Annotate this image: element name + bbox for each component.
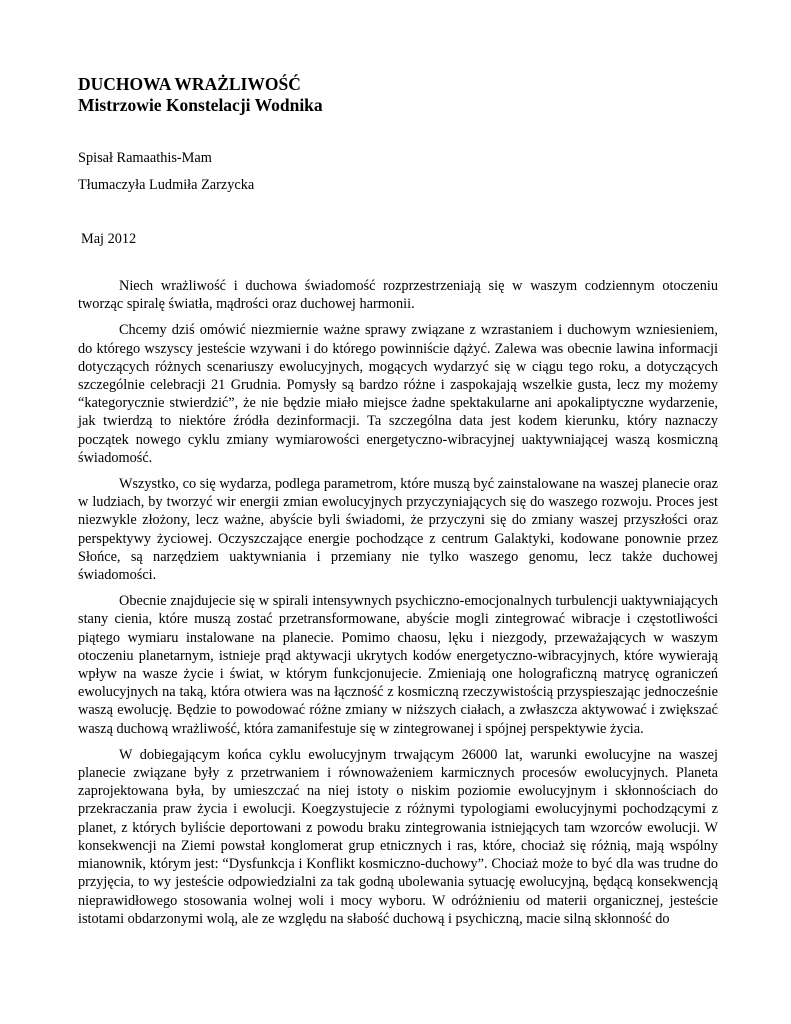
author-line: Spisał Ramaathis-Mam — [78, 150, 212, 166]
translator-line: Tłumaczyła Ludmiła Zarzycka — [78, 177, 255, 193]
title-subtitle: Mistrzowie Konstelacji Wodnika — [78, 95, 323, 115]
paragraph: Obecnie znajdujecie się w spirali intensywnych psychiczno-emocjonalnych turbulencji uaktywniających stany cienia, które muszą zostać przetransformowane, abyście mogli zintegrować wibracje i częstotliwości piątego wymiaru instalowane na planecie. Pomimo chaosu, lęku i niezgody, przeważających w waszym otoczeniu planetarnym, istnieje prąd aktywacji ukrytych kodów energetyczno-wibracyjnych, które wywierają wpływ na wasze życie i świat, w którym funkcjonujecie. Zmieniają one holograficzną matrycę ograniczeń ewolucyjnych na taką, która otwiera was na łączność z kosmiczną rzeczywistością przyspieszając jednocześnie waszą ewolucję. Będzie to powodować różne zmiany w niższych ciałach, a zwłaszcza aktywować i zwiększać waszą duchową wrażliwość, która zamanifestuje się w zintegrowanej i spójnej perspektywie życia. — [78, 593, 718, 737]
document-title — [78, 74, 718, 116]
paragraph: W dobiegającym końca cyklu ewolucyjnym trwającym 26000 lat, warunki ewolucyjne na waszej planecie związane były z przetrwaniem i równoważeniem karmicznych procesów ewolucyjnych. Planeta zaprojektowana była, by umieszczać na niej istoty o niskim poziomie ewolucyjnym i skłonnościach do przekraczania praw życia i ewolucji. Koegzystujecie z różnymi typologiami ewolucyjnymi pochodzącymi z planet, z których byliście deportowani z powodu braku zintegrowania istniejących tam wzorców ewolucji. W konsekwencji na Ziemi powstał konglomerat grup etnicznych i ras, które, chociaż się różnią, mają wspólny mianownik, którym jest: “Dysfunkcja i Konflikt kosmiczno-duchowy”. Chociaż może to być dla was trudne do przyjęcia, to wy jesteście odpowiedzialni za tak godną ubolewania sytuację ewolucyjną, będącą konsekwencją nieprawidłowego stosowania wolnej woli i mocy wyboru. W odróżnieniu od materii organicznej, jesteście istotami obdarzonymi wolą, ale ze względu na słabość duchową i psychiczną, macie silną skłonność do — [78, 746, 718, 927]
title-main: DUCHOWA WRAŻLIWOŚĆ — [78, 74, 301, 94]
paragraph: Wszystko, co się wydarza, podlega parametrom, które muszą być zainstalowane na waszej planecie oraz w ludziach, by tworzyć wir energii zmian ewolucyjnych przyczyniających się do waszego rozwoju. Proces jest niezwykle złożony, lecz ważne, abyście byli świadomi, że przyczyni się do zmiany waszej przyszłości oraz perspektywy życiowej. Oczyszczające energie pochodzące z centrum Galaktyki, kodowane ponownie przez Słońce, są narzędziem uaktywniania i przemiany nie tylko waszego genomu, lecz także duchowej świadomości. — [78, 476, 718, 584]
publication-date: Maj 2012 — [81, 231, 137, 247]
paragraph: Niech wrażliwość i duchowa świadomość rozprzestrzeniają się w waszym codziennym otoczeniu tworząc spiralę światła, mądrości oraz duchowej harmonii. — [78, 278, 718, 313]
paragraph: Chcemy dziś omówić niezmiernie ważne sprawy związane z wzrastaniem i duchowym wzniesieniem, do którego wszyscy jesteście wzywani i do którego powinniście dążyć. Zalewa was obecnie lawina informacji dotyczących różnych scenariuszy ewolucyjnych, mogących wydarzyć się w ciągu tego roku, a dotyczących szczególnie celebracji 21 Grudnia. Pomysły są bardzo różne i zaspokajają wszelkie gusta, lecz my możemy “kategorycznie stwierdzić”, że nie będzie miało miejsce żadne spektakularne ani apokaliptyczne wydarzenie, jak twierdzą to niektóre źródła dezinformacji. Ta szczególna data jest kodem kierunku, który naznaczy początek nowego cyklu zmiany wymiarowości energetyczno-wibracyjnej uaktywniającej waszą kosmiczną świadomość. — [78, 322, 718, 466]
document-body — [78, 277, 718, 928]
